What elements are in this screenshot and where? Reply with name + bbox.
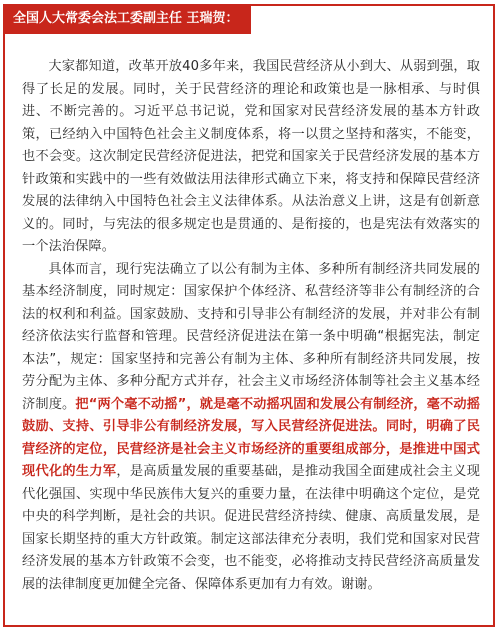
paragraph-2-text-b: ，是高质量发展的重要基础，是推动我国全面建成社会主义现代化强国、实现中华民族伟大复兴的重要力量，在法律中明确这个定位，是党中央的科学判断，是社会的共识。促进民营经济持续、健康、高质量发展，是国家长期坚持的重大方针政策。制定这部法律充分表明，我们党和国家对民营经济发展的基本方针政策不会变，也不能变，必将推动支持民营经济高质量发展的法律制度更加健全完备、保障体系更加有力有效。谢谢。 xyxy=(22,464,481,592)
paragraph-2-text-a: 具体而言，现行宪法确立了以公有制为主体、多种所有制经济共同发展的基本经济制度，同时规定：国家保护个体经济、私营经济等非公有制经济的合法的权利和利益。国家鼓励、支持和引导非公有制经济的发展，并对非公有制经济依法实行监督和管理。民营经济促进法在第一条中明确“根据宪法，制定本法”，规定：国家坚持和完善公有制为主体、多种所有制经济共同发展，按劳分配为主体、多种分配方式并存，社会主义市场经济体制等社会主义基本经济制度。 xyxy=(22,261,480,412)
paragraph-1 xyxy=(22,56,480,259)
paragraph-1-text: 大家都知道，改革开放40多年来，我国民营经济从小到大、从弱到强，取得了长足的发展。同时，关于民营经济的理论和政策也是一脉相承、与时俱进、不断完善的。习近平总书记说，党和国家对民营经济发展的基本方针政策，已经纳入中国特色社会主义制度体系，将一以贯之坚持和落实，不能变，也不会变。这次制定民营经济促进法，把党和国家关于民营经济发展的基本方针政策和实践中的一些有效做法用法律形式确立下来，将支持和保障民营经济发展的法律纳入中国特色社会主义法律体系。从法治意义上讲，这是有创新意义的。同时，与宪法的很多规定也是贯通的、是衔接的，也是宪法有效落实的一个法治保障。 xyxy=(22,59,480,254)
speaker-title: 全国人大常委会法工委副主任 王瑞贺： xyxy=(13,11,239,26)
paragraph-2-highlight: 把“两个毫不动摇”，就是毫不动摇巩固和发展公有制经济，毫不动摇鼓励、支持、引导非公有制经济发展，写入民营经济促进法。同时，明确了民营经济的定位，民营经济是社会主义市场经济的重要组成部分，是推进中国式现代化的生力军 xyxy=(22,396,480,479)
article-body xyxy=(22,56,480,596)
paragraph-2 xyxy=(22,259,480,597)
speaker-title-tag xyxy=(3,4,251,34)
